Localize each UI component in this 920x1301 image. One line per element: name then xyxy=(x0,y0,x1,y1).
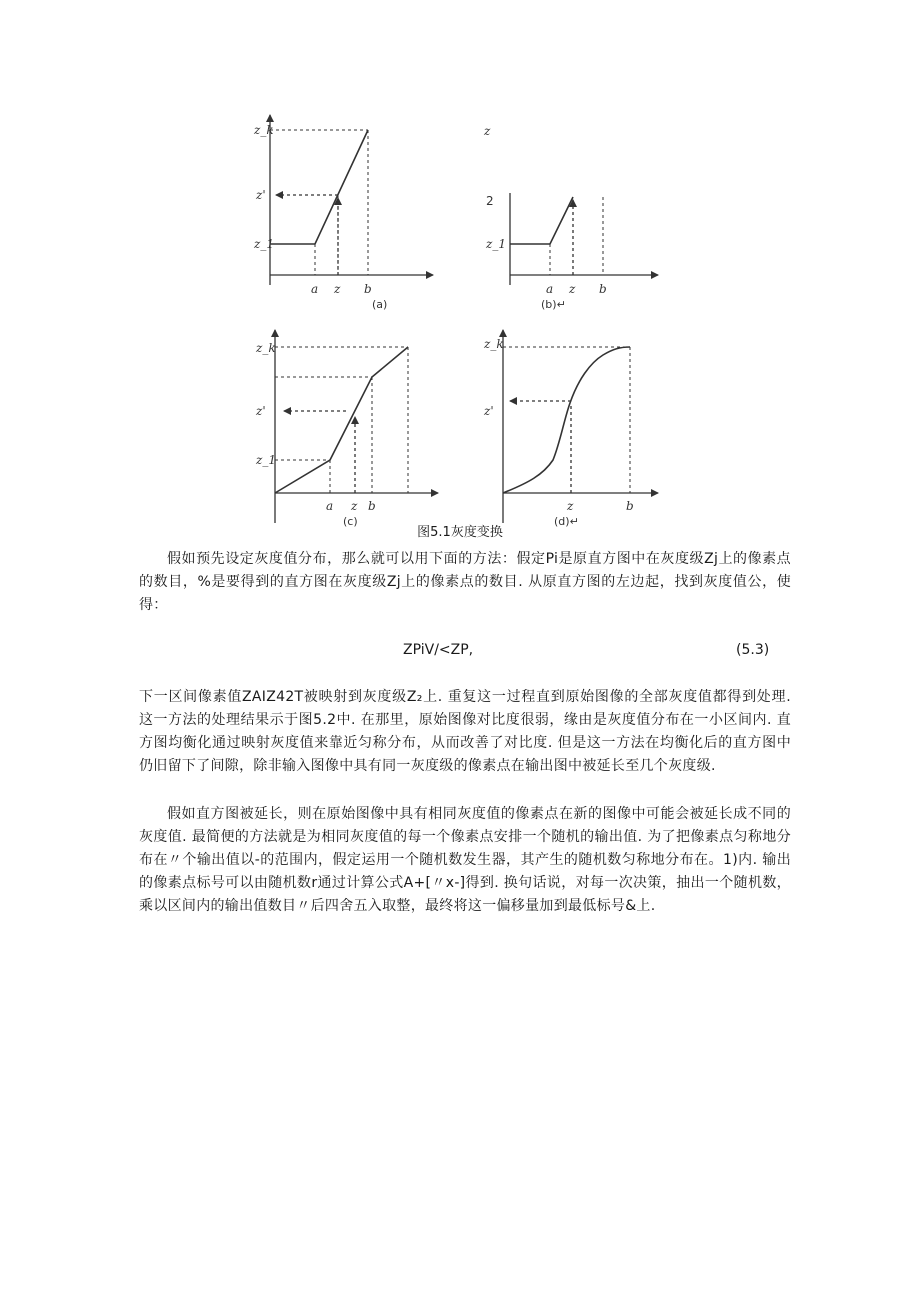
panel-c-xlabel-z: z xyxy=(351,499,358,513)
panel-d xyxy=(503,330,658,523)
panel-d-xlabel-b: b xyxy=(626,499,634,513)
panel-c xyxy=(275,330,438,523)
panel-b-ylabel-2: 2 xyxy=(486,194,494,208)
panel-a-transfer-curve xyxy=(270,130,368,244)
panel-c-tag: (c) xyxy=(343,515,358,528)
panel-d-transfer-curve xyxy=(503,347,630,493)
panel-a-xlabel-a: a xyxy=(311,282,319,296)
paragraph-2: 下一区间像素值ZAIZ42T被映射到灰度级Z₂上. 重复这一过程直到原始图像的全部灰度值都得到处理. 这一方法的处理结果示于图5.2中. 在那里，原始图像对比度很弱，缘由是灰度值分布在一小区间内. 直方图均衡化通过映射灰度值来靠近匀称分布，从而改善了对比度. 但是这一方法在均衡化后的直方图中仍旧留下了间隙，除非输入图像中具有同一灰度级的像素点在输出图中被延长至几个灰度级. xyxy=(139,689,791,774)
panel-b-ylabel-z: z xyxy=(484,124,491,138)
panel-b-xlabel-a: a xyxy=(546,282,554,296)
panel-c-ylabel-zprime: z' xyxy=(256,404,266,418)
panel-a-ylabel-zk: z_k xyxy=(254,123,274,137)
formula-number: (5.3) xyxy=(736,642,770,658)
panel-c-xlabel-b: b xyxy=(368,499,376,513)
figure-caption: 图5.1灰度变换 xyxy=(417,525,503,540)
panel-a-ylabel-z1: z_1 xyxy=(254,237,274,251)
paragraph-1: 假如预先设定灰度值分布，那么就可以用下面的方法：假定Pi是原直方图中在灰度级Zj上的像素点的数目，%是要得到的直方图在灰度级Zj上的像素点的数目. 从原直方图的左边起，找到灰度值公，使得： xyxy=(139,551,791,613)
panel-c-ylabel-z1: z_1 xyxy=(256,453,276,467)
panel-b-xlabel-b: b xyxy=(599,282,607,296)
figure-svg xyxy=(238,105,678,530)
panel-d-tag: (d)↵ xyxy=(554,515,579,528)
gray-transform-figure xyxy=(238,105,678,530)
panel-d-ylabel-zk: z_k xyxy=(484,337,504,351)
panel-a-tag: (a) xyxy=(372,298,388,311)
panel-a-xlabel-b: b xyxy=(364,282,372,296)
panel-c-ylabel-zk: z_k xyxy=(256,341,276,355)
panel-a-ylabel-zprime: z' xyxy=(256,188,266,202)
panel-b-xlabel-z: z xyxy=(569,282,576,296)
panel-c-xlabel-a: a xyxy=(326,499,334,513)
panel-b-transfer-curve xyxy=(510,197,573,244)
formula-expression: ZPiV/<ZP, xyxy=(403,642,474,658)
panel-c-transfer-curve xyxy=(275,347,408,493)
panel-d-ylabel-zprime: z' xyxy=(484,404,494,418)
panel-a xyxy=(270,115,433,285)
panel-b-tag: (b)↵ xyxy=(541,298,566,311)
paragraph-3: 假如直方图被延长，则在原始图像中具有相同灰度值的像素点在新的图像中可能会被延长成不同的灰度值. 最简便的方法就是为相同灰度值的每一个像素点安排一个随机的输出值. 为了把像素点匀称地分布在〃个输出值以-的范围内，假定运用一个随机数发生器，其产生的随机数匀称地分布在。1)内. 输出的像素点标号可以由随机数r通过计算公式A+[〃x-]得到. 换句话说，对每一次决策，抽出一个随机数，乘以区间内的输出值数目〃后四舍五入取整，最终将这一偏移量加到最低标号&上. xyxy=(139,806,791,914)
panel-a-xlabel-z: z xyxy=(334,282,341,296)
panel-b-ylabel-z1: z_1 xyxy=(486,237,506,251)
panel-d-xlabel-z: z xyxy=(567,499,574,513)
panel-b xyxy=(510,193,658,285)
